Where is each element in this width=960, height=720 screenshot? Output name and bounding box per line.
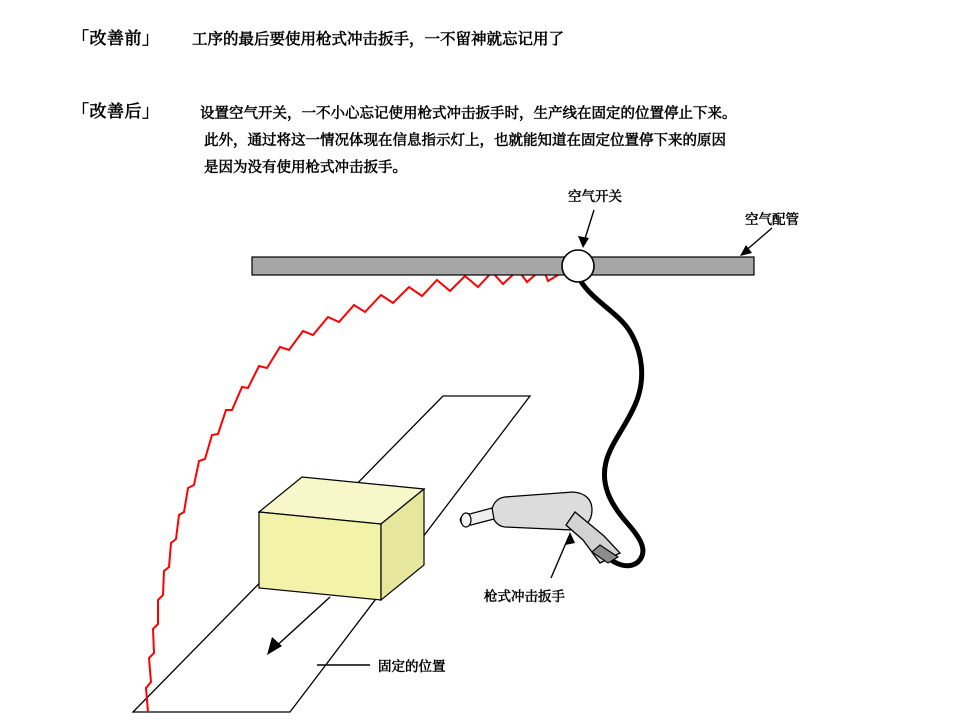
after-line-2: 此外，通过将这一情况体现在信息指示灯上，也就能知道在固定位置停下来的原因 [204,133,726,149]
after-line-3: 是因为没有使用枪式冲击扳手。 [204,160,407,176]
air-switch-arrowhead [578,236,589,248]
air-hose [580,280,643,566]
air-switch-label: 空气开关 [568,189,622,205]
impact-wrench [460,492,620,563]
air-pipe [252,257,754,275]
box-front-face [259,512,381,600]
air-switch-valve [562,250,594,282]
fixed-position-label: 固定的位置 [378,659,446,675]
after-line-1: 设置空气开关，一不小心忘记使用枪式冲击扳手时，生产线在固定的位置停止下来。 [200,106,737,122]
air-pipe-label: 空气配管 [745,212,799,228]
before-label: 「改善前」 [72,29,160,49]
impact-wrench-label: 枪式冲击扳手 [484,589,565,605]
wrench-arrowhead [565,532,575,545]
before-text: 工序的最后要使用枪式冲击扳手，一不留神就忘记用了 [192,30,565,48]
after-label: 「改善后」 [72,102,160,122]
